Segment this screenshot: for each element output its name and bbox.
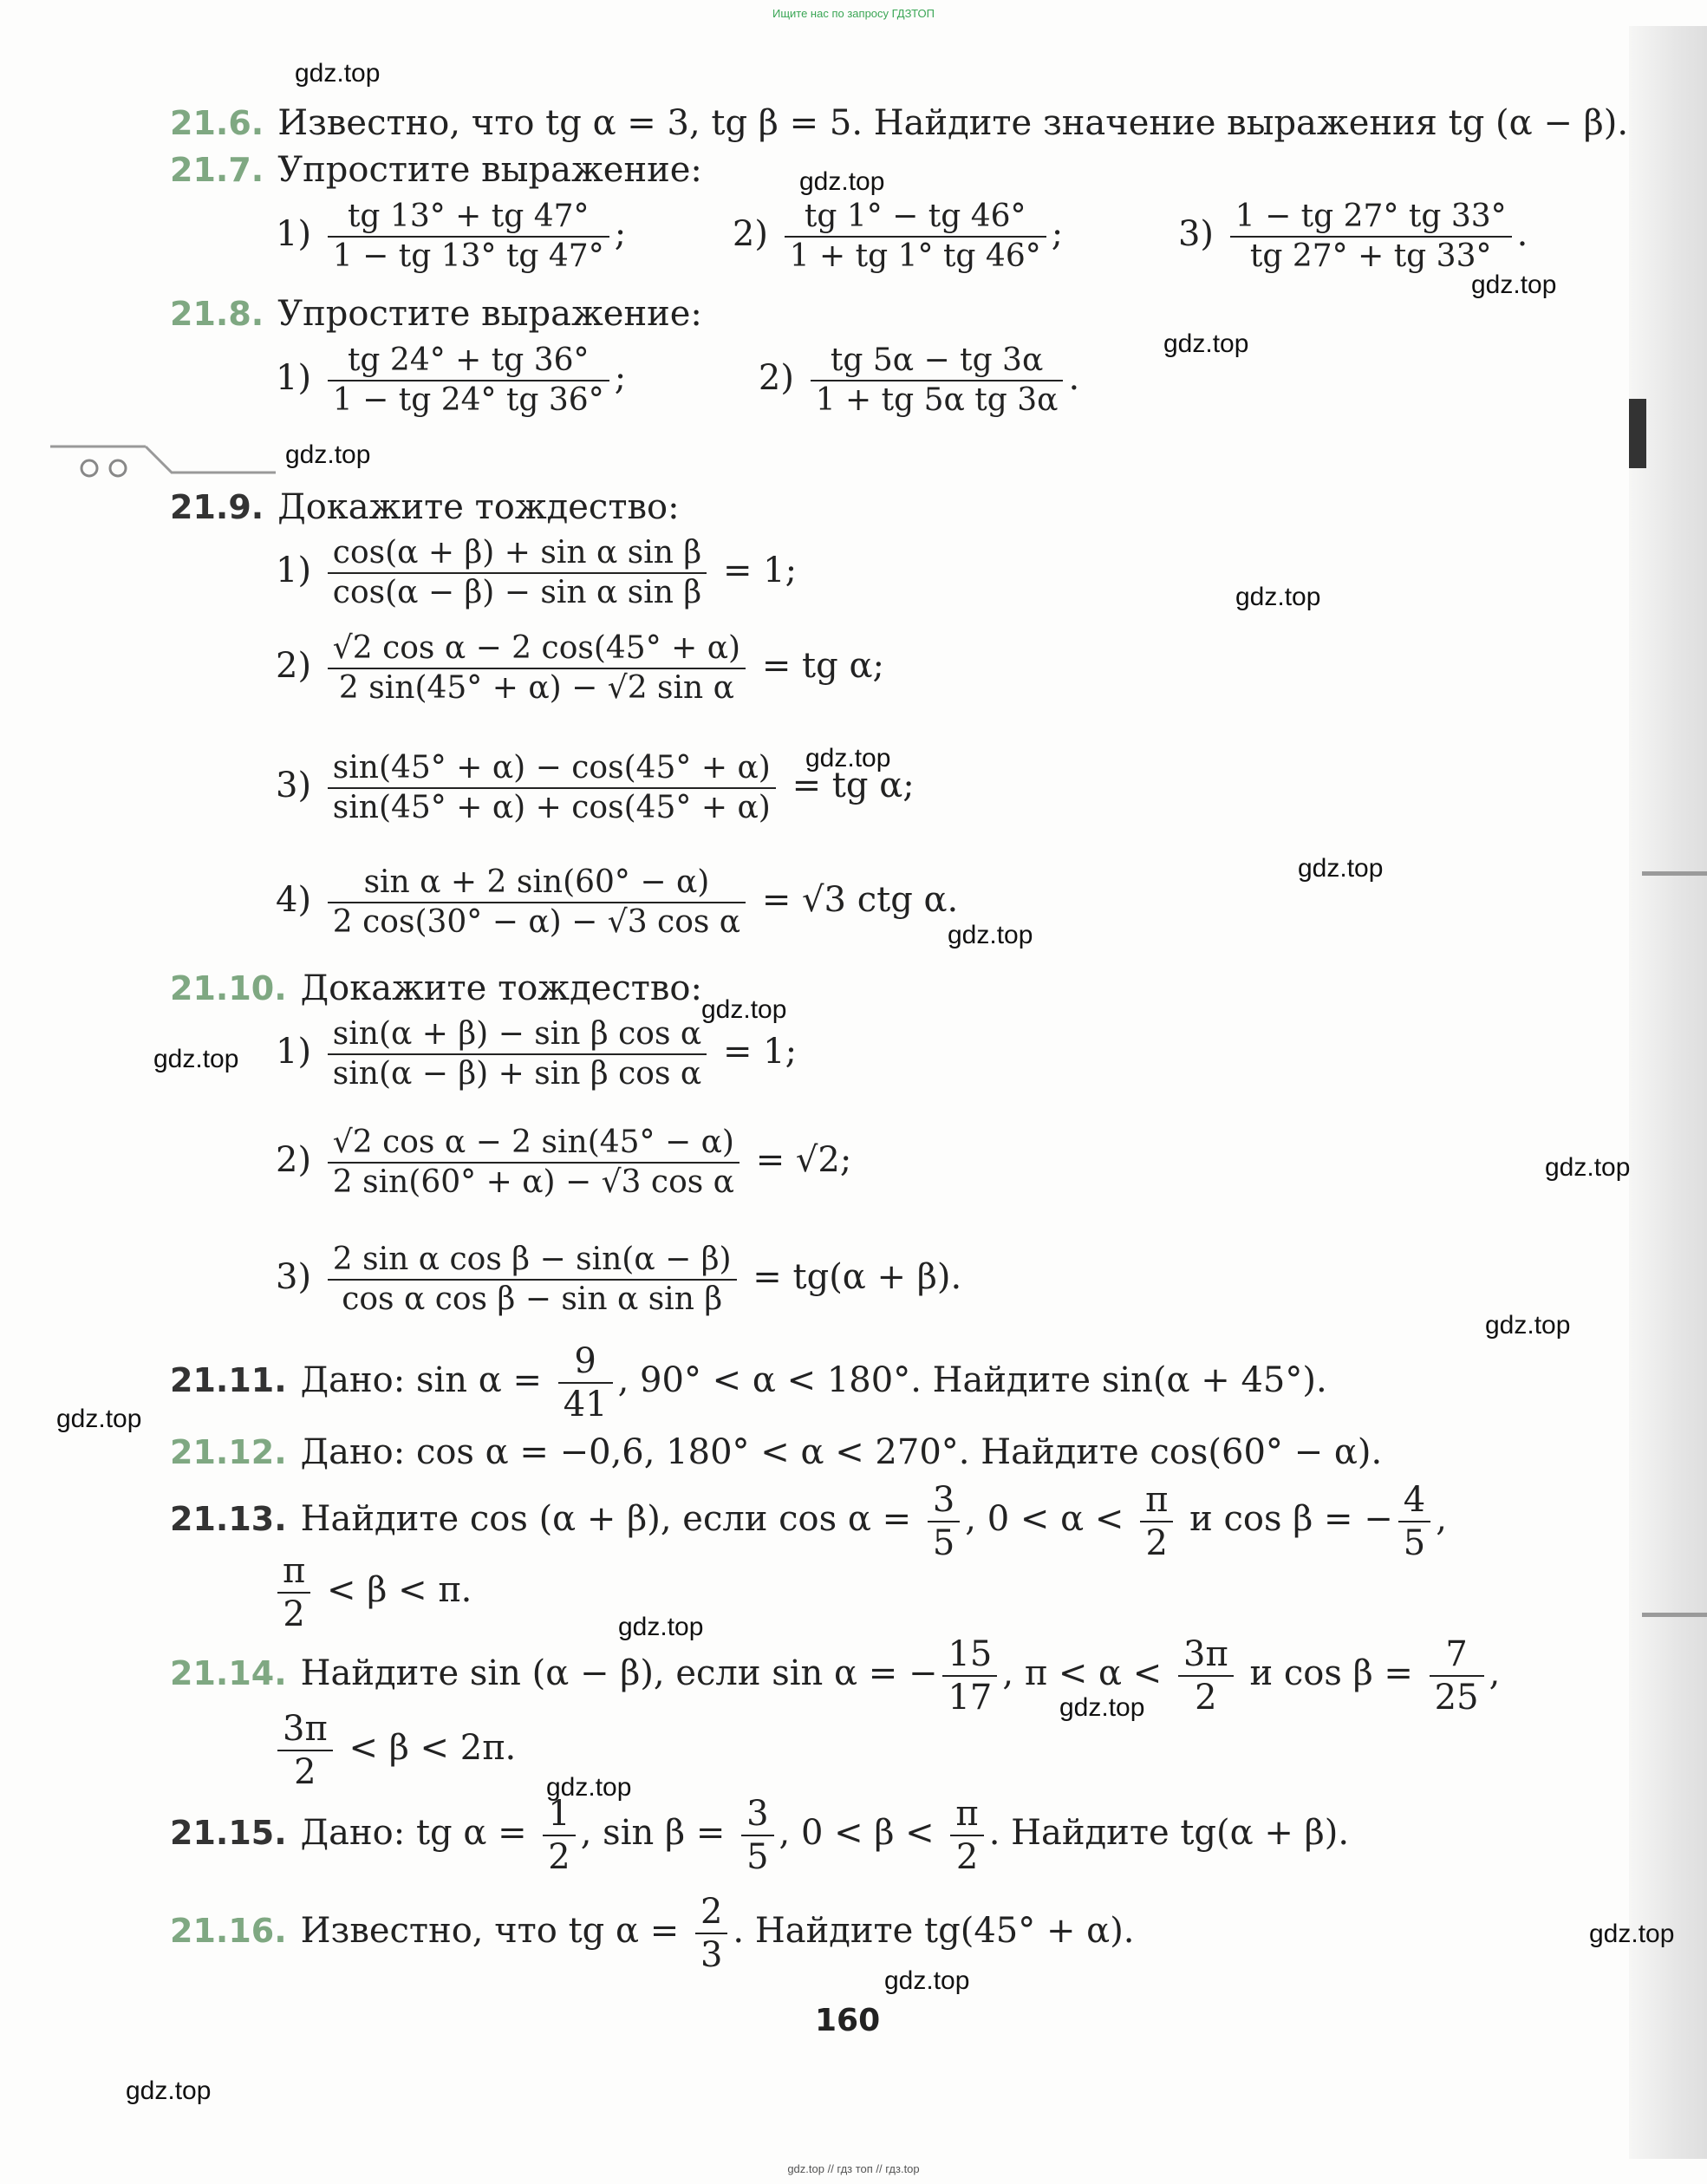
problem-21-10-item-3: 3) $\frac{\text{2 sin α cos β − sin(α − β)}}{\text{cos α cos β − sin α sin β}}$ = tg(α + β).	[276, 1242, 962, 1317]
watermark: gdz.top	[948, 921, 1033, 949]
watermark: gdz.top	[1471, 271, 1557, 299]
problem-21-9-item-3: 3) $\frac{\sin(45^\circ + \alpha) - \cos(45^\circ + \alpha)}{\sin(45^\circ + \alpha) + \cos(45^\circ + \alpha)}$ = tg α;	[276, 750, 915, 825]
problem-21-14-line-2: $\frac{3\pi}{2}$ < β < 2π.	[272, 1711, 516, 1790]
fraction: $\frac{7}{25}$	[1430, 1637, 1484, 1715]
problem-21-15: 21.15. Дано: tg α = $\frac{1}{2}$ , sin β = $\frac{3}{5}$ , 0 < β < $\frac{\pi}{2}$ . Найдите tg(α + β).	[170, 1794, 1350, 1877]
problem-21-7: 21.7. Упростите выражение:	[170, 150, 702, 190]
page-number: 160	[815, 2003, 881, 2038]
watermark: gdz.top	[56, 1405, 142, 1433]
problem-21-8: 21.8. Упростите выражение:	[170, 294, 702, 334]
fraction: $\frac{3}{5}$	[928, 1483, 960, 1561]
fraction: $\frac{3}{5}$	[741, 1796, 773, 1874]
problem-21-16: 21.16. Известно, что tg α = $\frac{2}{3}$ . Найдите tg(45° + α).	[170, 1892, 1135, 1975]
problem-21-9-item-4: 4) $\frac{\text{sin α + 2 sin(60° − α)}}{\text{2 cos(30° − α) − √3 cos α}}$ = √3 ctg α.	[276, 864, 959, 940]
fraction: $\frac{1}{2}$	[543, 1796, 575, 1874]
fraction: $\frac{\text{√2 cos α − 2 sin(45° − α)}}{\text{2 sin(60° + α) − √3 cos α}}$	[328, 1127, 739, 1198]
page-edge-shadow	[1629, 26, 1707, 2159]
watermark: gdz.top	[153, 1045, 239, 1073]
watermark: gdz.top	[126, 2076, 212, 2105]
fraction: $\frac{9}{41}$	[558, 1344, 613, 1422]
watermark: gdz.top	[285, 440, 371, 469]
problem-21-13: 21.13. Найдите cos (α + β), если cos α = $\frac{3}{5}$ , 0 < α < $\frac{\pi}{2}$ и cos β = − $\frac{4}{5}$ ,	[170, 1480, 1447, 1563]
page-edge-line	[1642, 871, 1707, 876]
watermark: gdz.top	[884, 1966, 970, 1995]
problem-21-12: 21.12. Дано: cos α = −0,6, 180° < α < 270°. Найдите cos(60° − α).	[170, 1432, 1383, 1472]
problem-21-10: 21.10. Докажите тождество:	[170, 968, 702, 1008]
problem-21-9: 21.9. Докажите тождество:	[170, 487, 680, 527]
fraction: $\frac{3\pi}{2}$	[1178, 1637, 1234, 1715]
watermark: gdz.top	[805, 744, 891, 773]
section-divider-icon	[50, 438, 276, 481]
fraction: $\frac{2}{3}$	[695, 1894, 727, 1972]
fraction: $\frac{\text{cos(α + β) + sin α sin β}}{\text{cos(α − β) − sin α sin β}}$	[328, 538, 707, 609]
watermark: gdz.top	[1059, 1693, 1145, 1722]
fraction: $\frac{15}{17}$	[942, 1637, 997, 1715]
problem-21-10-item-1: 1) $\frac{\text{sin(α + β) − sin β cos α}}{\text{sin(α − β) + sin β cos α}}$ = 1;	[276, 1016, 798, 1092]
fraction: $\frac{\text{2 sin α cos β − sin(α − β)}}{\text{cos α cos β − sin α sin β}}$	[328, 1244, 737, 1315]
page-edge-tab	[1629, 399, 1646, 468]
problem-21-7-items: 1) $\frac{tg 13^\circ + tg 47^\circ}{1 - tg 13^\circ tg 47^\circ}$ ; 2) $\frac{tg 1^\circ - tg 46^\circ}{1 + tg 1^\circ tg 46^\circ}$ ; 3) $\frac{1 - tg 27^\circ tg 33^\circ}{tg 27^\circ + tg 33^\circ}$ .	[276, 199, 1528, 274]
watermark: gdz.top	[546, 1773, 632, 1802]
footer-note: gdz.top // гдз топ // гдз.top	[787, 2162, 920, 2175]
fraction: $\frac{tg 24^\circ + tg 36^\circ}{1 - tg 24^\circ tg 36^\circ}$	[328, 345, 609, 416]
fraction: $\frac{tg 13^\circ + tg 47^\circ}{1 - tg 13^\circ tg 47^\circ}$	[328, 201, 609, 272]
watermark: gdz.top	[1235, 583, 1321, 611]
watermark: gdz.top	[618, 1613, 704, 1641]
fraction: $\frac{\text{√2 cos α − 2 cos(45° + α)}}{\text{2 sin(45° + α) − √2 sin α}}$	[328, 633, 746, 704]
watermark: gdz.top	[1163, 329, 1249, 358]
watermark: gdz.top	[799, 167, 885, 196]
problem-21-9-item-2: 2) $\frac{\text{√2 cos α − 2 cos(45° + α)}}{\text{2 sin(45° + α) − √2 sin α}}$ = tg α;	[276, 630, 884, 706]
problem-21-9-item-1: 1) $\frac{\text{cos(α + β) + sin α sin β}}{\text{cos(α − β) − sin α sin β}}$ = 1;	[276, 535, 798, 610]
watermark: gdz.top	[1298, 854, 1384, 883]
watermark: gdz.top	[295, 59, 381, 88]
fraction: $\frac{\text{sin α + 2 sin(60° − α)}}{\text{2 cos(30° − α) − √3 cos α}}$	[328, 867, 746, 938]
problem-21-10-item-2: 2) $\frac{\text{√2 cos α − 2 sin(45° − α)}}{\text{2 sin(60° + α) − √3 cos α}}$ = √2;	[276, 1125, 852, 1200]
problem-21-11: 21.11. Дано: sin α = $\frac{9}{41}$ , 90° < α < 180°. Найдите sin(α + 45°).	[170, 1341, 1327, 1424]
problem-21-14: 21.14. Найдите sin (α − β), если sin α = − $\frac{15}{17}$ , π < α < $\frac{3\pi}{2}$ и cos β = $\frac{7}{25}$ ,	[170, 1634, 1501, 1718]
fraction: $\frac{1 - tg 27^\circ tg 33^\circ}{tg 27^\circ + tg 33^\circ}$	[1230, 201, 1512, 272]
watermark: gdz.top	[1485, 1311, 1571, 1340]
problem-21-8-items: 1) $\frac{tg 24^\circ + tg 36^\circ}{1 - tg 24^\circ tg 36^\circ}$ ; 2) $\frac{tg 5\alpha - tg 3\alpha}{\text{1 + tg 5α tg 3α}}$ .	[276, 342, 1080, 418]
fraction: $\frac{\pi}{2}$	[277, 1554, 310, 1632]
fraction: $\frac{\pi}{2}$	[1140, 1483, 1173, 1561]
fraction: $\frac{3\pi}{2}$	[277, 1711, 333, 1790]
problem-21-6: 21.6. Известно, что tg α = 3, tg β = 5. Найдите значение выражения tg (α − β).	[170, 103, 1629, 143]
fraction: $\frac{\pi}{2}$	[950, 1796, 983, 1874]
watermark: gdz.top	[701, 995, 787, 1024]
page-edge-line	[1642, 1613, 1707, 1617]
watermark: gdz.top	[1545, 1153, 1631, 1182]
fraction: $\frac{tg 1^\circ - tg 46^\circ}{1 + tg 1^\circ tg 46^\circ}$	[785, 201, 1046, 272]
watermark: gdz.top	[1589, 1920, 1675, 1948]
fraction: $\frac{4}{5}$	[1398, 1483, 1430, 1561]
problem-21-13-line-2: $\frac{\pi}{2}$ < β < π.	[272, 1554, 472, 1632]
fraction: $\frac{\text{sin(α + β) − sin β cos α}}{\text{sin(α − β) + sin β cos α}}$	[328, 1019, 707, 1090]
fraction: $\frac{\sin(45^\circ + \alpha) - \cos(45^\circ + \alpha)}{\sin(45^\circ + \alpha) + \cos(45^\circ + \alpha)}$	[328, 753, 776, 824]
fraction: $\frac{tg 5\alpha - tg 3\alpha}{\text{1 + tg 5α tg 3α}}$	[811, 345, 1064, 416]
header-note: Ищите нас по запросу ГДЗТОП	[772, 7, 935, 20]
